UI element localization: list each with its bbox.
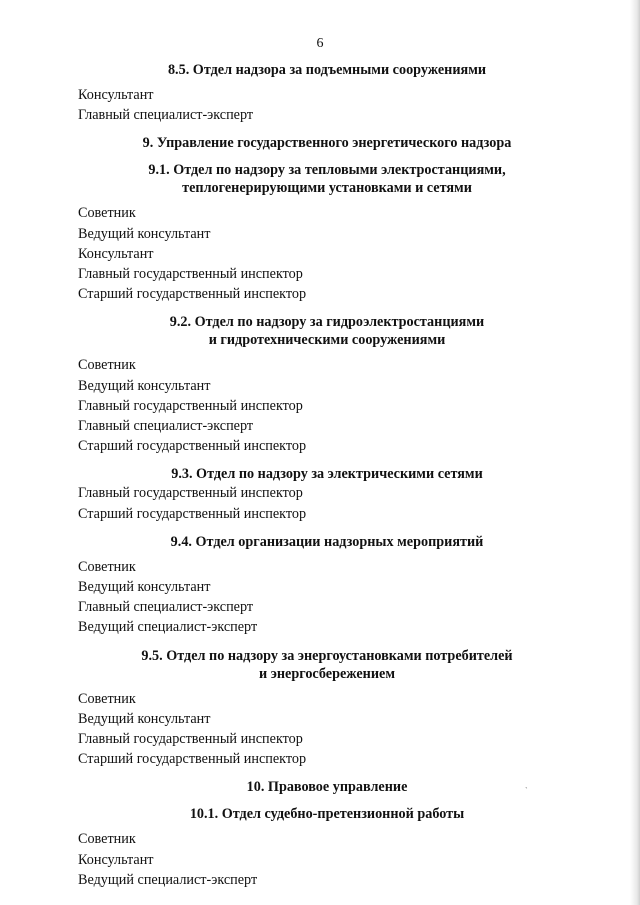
position-item: Главный государственный инспектор	[78, 266, 303, 283]
position-item: Консультант	[78, 851, 154, 868]
position-item: Главный специалист-эксперт	[78, 599, 254, 616]
scan-edge-shadow	[630, 0, 640, 905]
position-item: Советник	[78, 831, 136, 848]
position-item: Консультант	[78, 87, 154, 103]
section-heading-line: и гидротехническими сооружениями	[208, 332, 446, 349]
document-body	[78, 61, 562, 890]
position-item: Старший государственный инспектор	[78, 438, 307, 455]
position-item: Ведущий специалист-эксперт	[78, 871, 258, 888]
position-item: Советник	[78, 205, 136, 222]
section-heading-line: теплогенерирующими установками и сетями	[182, 180, 472, 197]
position-item: Главный специалист-эксперт	[78, 418, 254, 435]
position-item: Главный государственный инспектор	[78, 397, 303, 414]
position-item: Советник	[78, 690, 136, 707]
section-heading: 9. Управление государственного энергетического надзора	[142, 135, 512, 152]
position-item: Главный государственный инспектор	[78, 731, 303, 748]
section-heading: 8.5. Отдел надзора за подъемными сооружениями	[167, 62, 487, 78]
position-item: Ведущий консультант	[78, 710, 211, 727]
section-heading: 9.1. Отдел по надзору за тепловыми электростанциями,	[148, 162, 506, 179]
position-item: Ведущий консультант	[78, 225, 211, 242]
section-heading: 10.1. Отдел судебно-претензионной работы	[189, 806, 465, 823]
position-item: Консультант	[78, 245, 154, 262]
position-item: Главный специалист-эксперт	[78, 107, 254, 124]
position-item: Ведущий консультант	[78, 579, 211, 596]
section-heading: 9.3. Отдел по надзору за электрическими сетями	[171, 466, 483, 483]
scan-speck: ˋ	[525, 786, 528, 795]
position-item: Старший государственный инспектор	[78, 751, 307, 768]
position-item: Старший государственный инспектор	[78, 286, 307, 303]
position-item: Старший государственный инспектор	[78, 505, 307, 522]
page-number: 6	[316, 36, 324, 51]
section-heading: 9.2. Отдел по надзору за гидроэлектростанциями	[169, 314, 485, 331]
position-item: Советник	[78, 357, 136, 374]
position-item: Советник	[78, 558, 136, 575]
section-heading-line: и энергосбережением	[259, 665, 395, 682]
section-heading: 9.5. Отдел по надзору за энергоустановками потребителей	[141, 647, 513, 664]
position-item: Ведущий специалист-эксперт	[78, 619, 258, 636]
position-item: Главный государственный инспектор	[78, 485, 303, 502]
section-heading: 9.4. Отдел организации надзорных мероприятий	[170, 533, 484, 550]
section-heading: 10. Правовое управление	[246, 779, 408, 796]
position-item: Ведущий консультант	[78, 377, 211, 394]
